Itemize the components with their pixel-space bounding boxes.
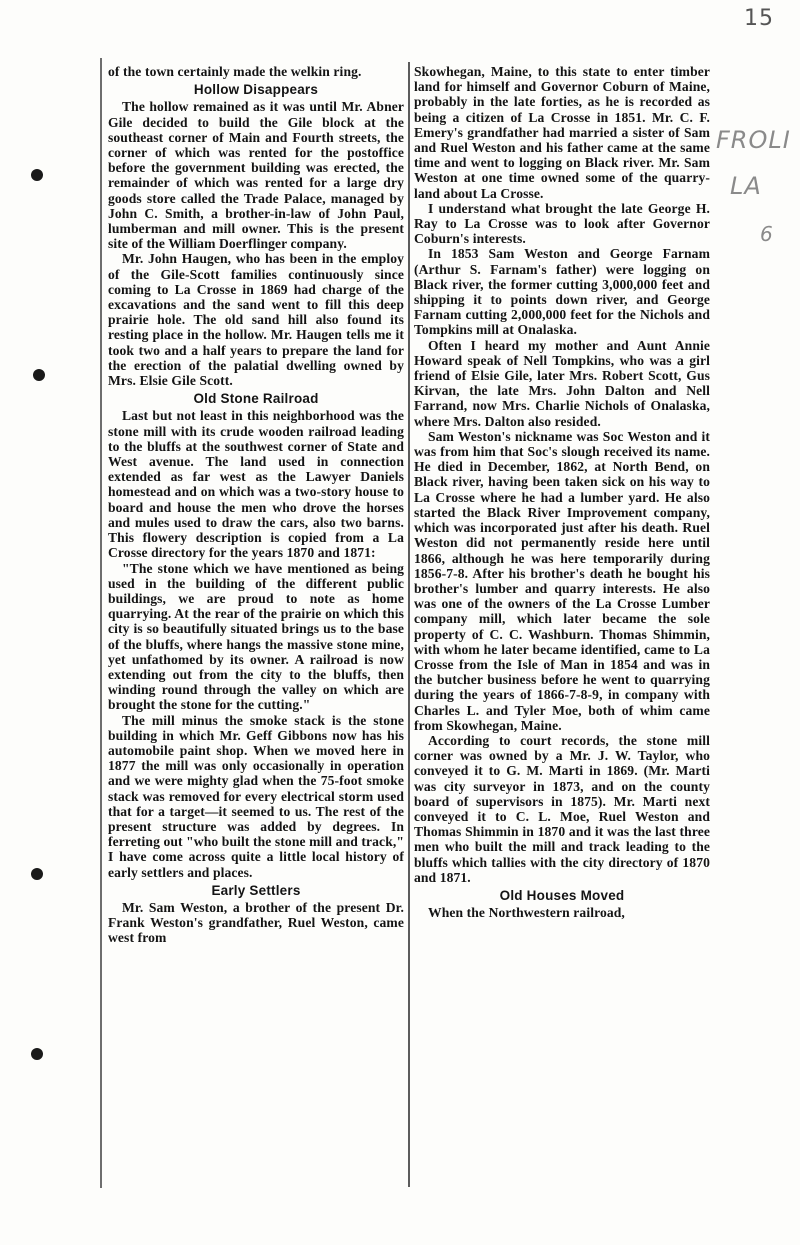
page-number: 15: [744, 6, 774, 31]
section-heading: Hollow Disappears: [193, 82, 319, 98]
article-right-column: [414, 64, 710, 920]
paragraph: The hollow remained as it was until Mr. Abner Gile decided to build the Gile block at the southeast corner of Main and Fourth streets, the corner of which was rented for the postoffice before the government building was erected, the remainder of which was rented for a large dry goods store called the Trade Palace, managed by John C. Smith, a brother-in-law of John Paul, lumberman and mill owner. This is the present site of the William Doerflinger company.: [108, 99, 404, 252]
margin-note-line-1: FROLI: [716, 126, 791, 154]
column-rule: [408, 62, 410, 1187]
section-heading: Early Settlers: [211, 882, 301, 898]
binder-hole: [31, 169, 43, 181]
paragraph: Sam Weston's nickname was Soc Weston and it was from him that Soc's slough received its name. He died in December, 1862, at North Bend, on Black river, having been taken sick on his way to La Crosse where he had a lumber yard. He also started the Black River Improvement company, which was incorporated just after his death. Ruel Weston did not permanently reside here until 1866, although he was here temporarily during 1856-7-8. After his brother's death he bought his brother's lumber and quarry interests. He also was one of the owners of the La Crosse Lumber company mill, which later became the sole property of C. C. Washburn. Thomas Shimmin, with whom he later became identified, came to La Crosse from the Isle of Man in 1854 and was in the butcher business before he went to quarrying during the years of 1866-7-8-9, in company with Charles L. and Tyler Moe, both of whim came from Skowhegan, Maine.: [414, 428, 710, 733]
paragraph: I understand what brought the late George H. Ray to La Crosse was to look after Governor Coburn's interests.: [414, 200, 710, 247]
paragraph: Skowhegan, Maine, to this state to enter timber land for himself and Governor Coburn of Maine, probably in the late forties, as he is recorded as being a citizen of La Crosse in 1851. Mr. C. F. Emery's grandfather had married a sister of Sam and Ruel Weston and his father came at the same time and went to logging on Black river. Mr. Sam Weston at one time owned some of the quarry-land about La Crosse.: [414, 64, 710, 201]
section-heading: Old Houses Moved: [499, 887, 625, 903]
article-left-column: [108, 64, 404, 946]
paragraph: Mr. John Haugen, who has been in the employ of the Gile-Scott families continuously since coming to La Crosse in 1869 had charge of the excavations and the sand went to fill this deep prairie hole. The old sand hill also found its resting place in the hollow. Mr. Haugen tells me it took two and a half years to prepare the land for the erection of the palatial dwelling owned by Mrs. Elsie Gile Scott.: [108, 251, 404, 389]
paragraph: When the Northwestern railroad,: [428, 905, 625, 921]
binder-hole: [31, 1048, 43, 1060]
paragraph: The mill minus the smoke stack is the stone building in which Mr. Geff Gibbons now has his automobile paint shop. When we moved here in 1877 the mill was only occasionally in operation and we were mighty glad when the 75-foot smoke stack was removed for every electrical storm used that for a target—it seemed to us. The rest of the present structure was added by degrees. In ferreting out "who built the stone mill and track," I have come across quite a little local history of early settlers and places.: [108, 712, 404, 880]
paragraph: Mr. Sam Weston, a brother of the present Dr. Frank Weston's grandfather, Ruel Weston, came west from: [108, 899, 404, 946]
section-heading: Old Stone Railroad: [193, 391, 319, 407]
paragraph: "The stone which we have mentioned as being used in the building of the different public buildings, we are proud to note as home quarrying. At the rear of the prairie on which this city is so beautifully situated brings us to the base of the bluffs, where hangs the massive stone mine, yet unfathomed by its owner. A railroad is now extending out from the city to the bluffs, then winding round through the valley on which are brought the stone for the cutting.": [108, 560, 404, 713]
margin-note-line-3: 6: [760, 222, 774, 246]
binder-hole: [33, 369, 45, 381]
paragraph: According to court records, the stone mill corner was owned by a Mr. J. W. Taylor, who conveyed it to G. M. Marti in 1869. (Mr. Marti was city surveyor in 1873, and on the county board of supervisors in 1875). Mr. Marti next conveyed it to C. L. Moe, Ruel Weston and Thomas Shimmin in 1870 and it was the last three men who built the mill and track leading to the bluffs which tallies with the city directory of 1870 and 1871.: [414, 732, 710, 885]
paragraph: of the town certainly made the welkin ring.: [108, 64, 362, 79]
binder-hole: [31, 868, 43, 880]
paragraph: In 1853 Sam Weston and George Farnam (Arthur S. Farnam's father) were logging on Black river, the former cutting 3,000,000 feet and shipping it to points down river, and George Farnam cutting 2,000,000 feet for the Nichols and Tompkins mill at Onalaska.: [414, 246, 710, 338]
margin-note-line-2: LA: [730, 172, 762, 200]
paragraph: Last but not least in this neighborhood was the stone mill with its crude wooden railroad leading to the bluffs at the southwest corner of State and West avenue. The land used in connection extended as far west as the Lawyer Daniels homestead and on which was a two-story house to board and house the men who drove the horses and mules used to draw the cars, also two barns. This flowery description is copied from a La Crosse directory for the years 1870 and 1871:: [108, 408, 404, 561]
paragraph: Often I heard my mother and Aunt Annie Howard speak of Nell Tompkins, who was a girl friend of Elsie Gile, later Mrs. Robert Scott, Gus Kirvan, the late Mrs. John Dalton and Nell Farrand, now Mrs. Charlie Nichols of Onalaska, where Mrs. Dalton also resided.: [414, 337, 710, 429]
